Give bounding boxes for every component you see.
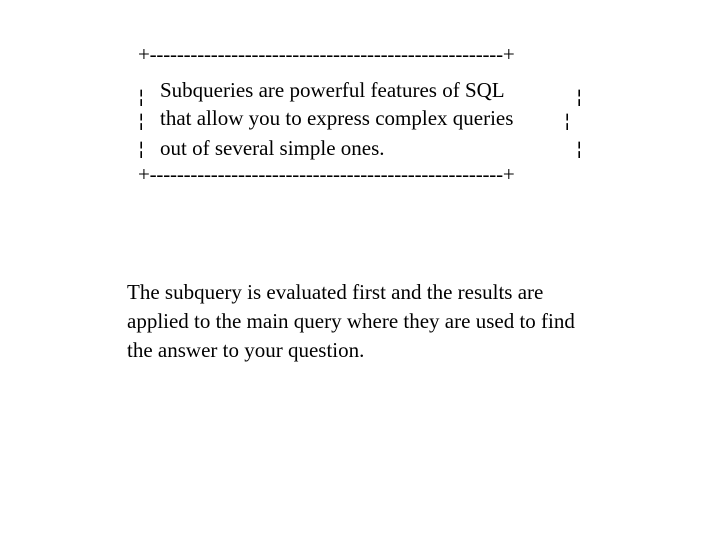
box-left-pipe: ¦ (138, 86, 145, 108)
box-right-pipe: ¦ (576, 138, 583, 160)
box-left-pipe: ¦ (138, 110, 145, 132)
paragraph-line-1: The subquery is evaluated first and the results are (127, 280, 544, 304)
callout-line-2: that allow you to express complex queries (160, 106, 514, 130)
paragraph-line-3: the answer to your question. (127, 338, 365, 362)
sql-callout-box (138, 40, 588, 190)
box-right-pipe: ¦ (564, 110, 571, 132)
paragraph-line-2: applied to the main query where they are used to find (127, 309, 575, 333)
callout-line-3: out of several simple ones. (160, 136, 385, 160)
subquery-paragraph (127, 278, 667, 365)
box-bottom-border: +----------------------------------------------------+ (138, 162, 515, 186)
box-top-border: +----------------------------------------------------+ (138, 42, 515, 66)
box-right-pipe: ¦ (576, 86, 583, 108)
callout-line-1: Subqueries are powerful features of SQL (160, 78, 505, 102)
box-left-pipe: ¦ (138, 138, 145, 160)
